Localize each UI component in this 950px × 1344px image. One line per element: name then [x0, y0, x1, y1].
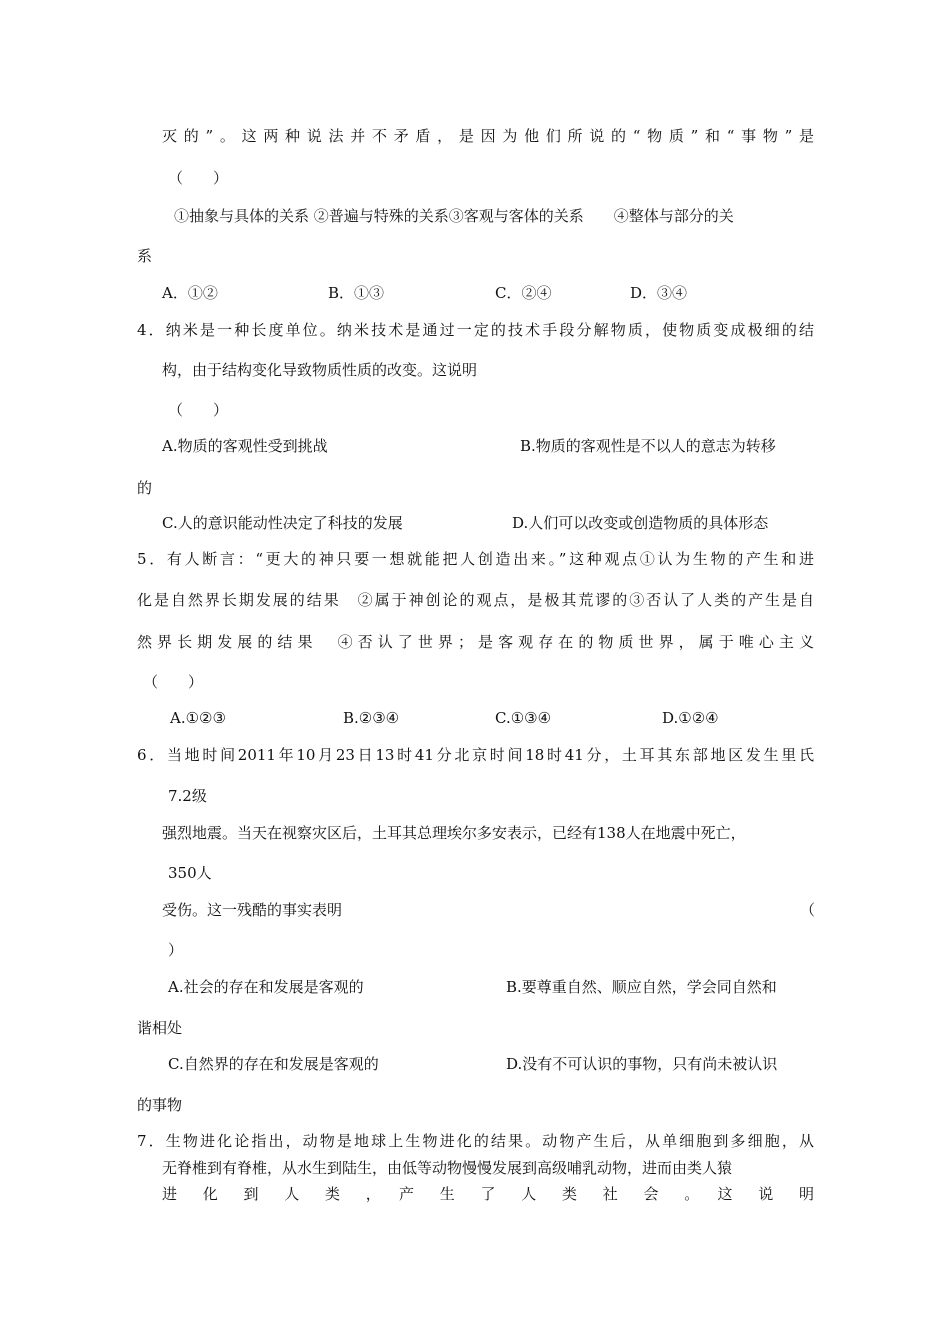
q5-option-b: B.②③④ — [343, 709, 400, 727]
q3-option-a: A．①② — [162, 284, 218, 302]
q6-option-d-wrap: 的事物 — [137, 1096, 183, 1114]
q6-bracket-open: （ — [800, 901, 816, 919]
q3-option-d: D．③④ — [630, 284, 688, 302]
q4-option-c: C.人的意识能动性决定了科技的发展 — [162, 514, 403, 532]
q6-bracket-close: ） — [168, 941, 184, 959]
q6-stem-line-3: 受伤。这一残酷的事实表明 — [162, 901, 343, 919]
q4-option-d: D.人们可以改变或创造物质的具体形态 — [512, 514, 769, 532]
q5-answer-bracket: （ ） — [143, 673, 204, 691]
q3-option-b: B．①③ — [328, 284, 385, 302]
q4-option-b: B.物质的客观性是不以人的意志为转移 — [520, 437, 776, 455]
q4-option-b-wrap: 的 — [137, 479, 153, 497]
q5-option-d: D.①②④ — [662, 709, 719, 727]
q3-statements: ①抽象与具体的关系 ②普遍与特殊的关系③客观与客体的关系 ④整体与部分的关 — [174, 207, 734, 225]
q6-option-b: B.要尊重自然、顺应自然，学会同自然和 — [506, 978, 777, 996]
q4-option-a: A.物质的客观性受到挑战 — [162, 437, 328, 455]
q6-stem-line-1: 6．当地时间2011年10月23日13时41分北京时间18时41分，土耳其东部地区发生里氏 — [137, 746, 814, 764]
q3-statements-wrap: 系 — [137, 247, 153, 265]
q6-option-a: A.社会的存在和发展是客观的 — [168, 978, 364, 996]
q3-option-c: C．②④ — [495, 284, 552, 302]
q7-stem-line-2: 无脊椎到有脊椎，从水生到陆生，由低等动物慢慢发展到高级哺乳动物，进而由类人猿 — [162, 1159, 733, 1177]
q6-option-d: D.没有不可认识的事物，只有尚未被认识 — [506, 1055, 778, 1073]
q6-stem-magnitude: 7.2级 — [168, 787, 207, 805]
q6-stem-injured-count: 350人 — [168, 864, 212, 882]
q4-stem-line-2: 构，由于结构变化导致物质性质的改变。这说明 — [162, 361, 478, 379]
q5-stem-line-3: 然界长期发展的结果 ④否认了世界；是客观存在的物质世界，属于唯心主义 — [137, 633, 814, 651]
q4-answer-bracket: （ ） — [168, 401, 229, 419]
q5-stem-line-2: 化是自然界长期发展的结果 ②属于神创论的观点，是极其荒谬的③否认了人类的产生是自 — [137, 591, 814, 609]
q5-option-c: C.①③④ — [495, 709, 552, 727]
q5-option-a: A.①②③ — [170, 709, 226, 727]
q5-stem-line-1: 5．有人断言：“更大的神只要一想就能把人创造出来。”这种观点①认为生物的产生和进 — [137, 550, 814, 568]
q3-stem-line: 灭的”。这两种说法并不矛盾，是因为他们所说的“物质”和“事物”是 — [162, 127, 814, 145]
q7-stem-line-1: 7．生物进化论指出，动物是地球上生物进化的结果。动物产生后，从单细胞到多细胞，从 — [137, 1132, 814, 1150]
q7-stem-line-3: 进 化 到 人 类 ， 产 生 了 人 类 社 会 。 这 说 明 — [162, 1185, 814, 1203]
q6-option-b-wrap: 谐相处 — [137, 1019, 183, 1037]
q4-stem-line-1: 4．纳米是一种长度单位。纳米技术是通过一定的技术手段分解物质，使物质变成极细的结 — [137, 321, 814, 339]
q3-answer-bracket: （ ） — [168, 169, 229, 187]
q6-option-c: C.自然界的存在和发展是客观的 — [168, 1055, 379, 1073]
q6-stem-line-2: 强烈地震。当天在视察灾区后，土耳其总理埃尔多安表示，已经有138人在地震中死亡， — [162, 824, 746, 842]
